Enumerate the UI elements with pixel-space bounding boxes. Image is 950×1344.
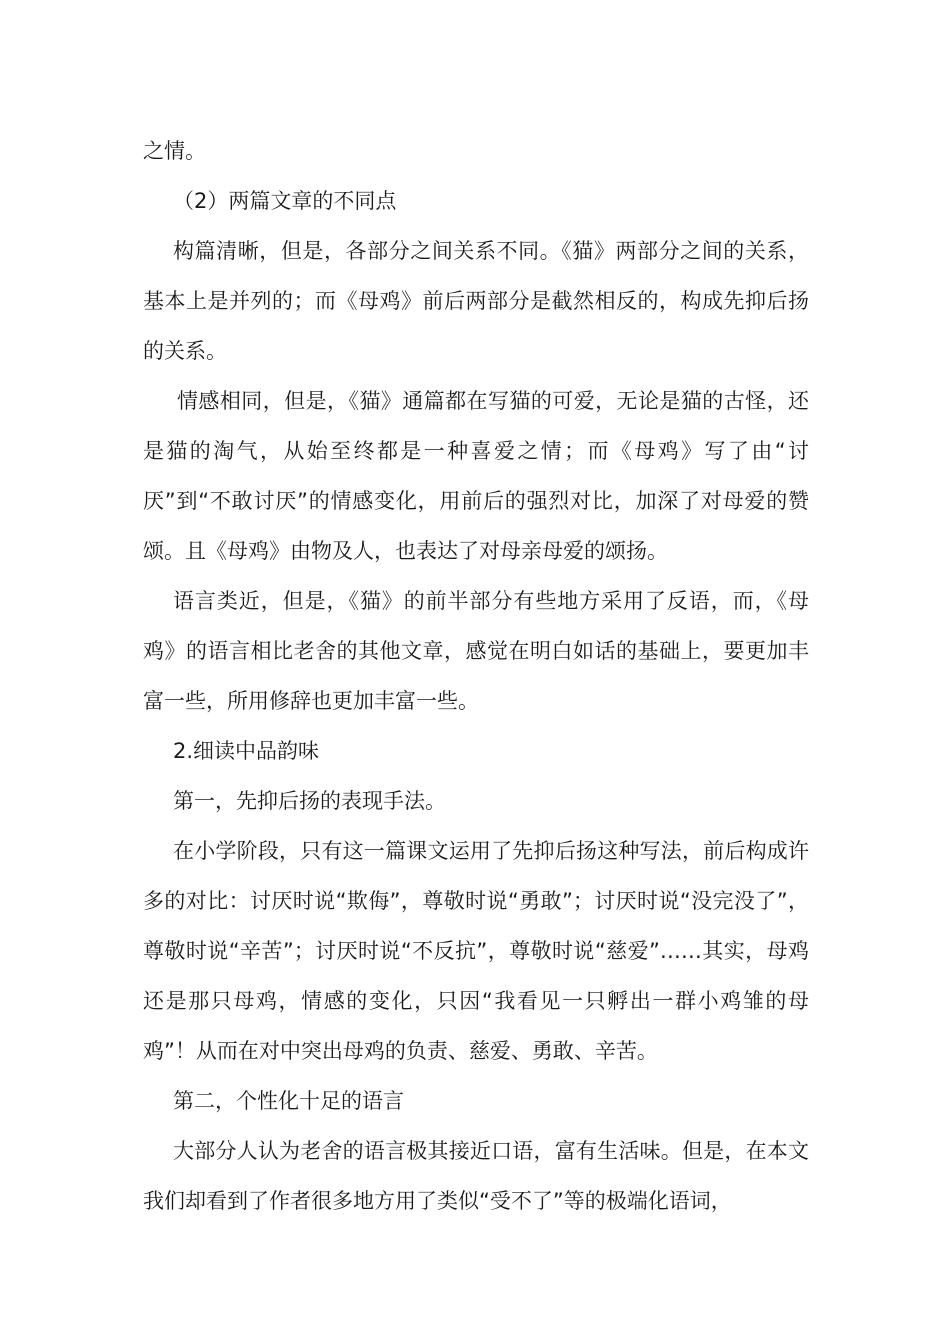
paragraph-language: 语言类近，但是，《猫》的前半部分有些地方采用了反语，而，《母鸡》的语言相比老舍的其他文章，感觉在明白如话的基础上，要更加丰富一些，所用修辞也更加丰富一些。 (143, 589, 809, 713)
section-heading-close-reading: 2.细读中品韵味 (173, 739, 320, 763)
subheading-technique: 第一，先抑后扬的表现手法。 (173, 789, 446, 813)
document-body (143, 126, 809, 1226)
paragraph-emotion: 情感相同，但是，《猫》通篇都在写猫的可爱，无论是猫的古怪，还是猫的淘气，从始至终都是一种喜爱之情；而《母鸡》写了由“讨厌”到“不敢讨厌”的情感变化，用前后的强烈对比，加深了对母爱的赞颂。且《母鸡》由物及人，也表达了对母亲母爱的颂扬。 (143, 389, 809, 563)
paragraph-continuation: 之情。 (143, 139, 206, 163)
paragraph-colloquial-language: 大部分人认为老舍的语言极其接近口语，富有生活味。但是，在本文我们却看到了作者很多地方用了类似“受不了”等的极端化语词， (143, 1139, 809, 1213)
paragraph-contrast: 在小学阶段，只有这一篇课文运用了先抑后扬这种写法，前后构成许多的对比：讨厌时说“欺侮”，尊敬时说“勇敢”；讨厌时说“没完没了”，尊敬时说“辛苦”；讨厌时说“不反抗”，尊敬时说“慈爱”……其实，母鸡还是那只母鸡，情感的变化，只因“我看见一只孵出一群小鸡雏的母鸡”！从而在对中突出母鸡的负责、慈爱、勇敢、辛苦。 (143, 839, 809, 1063)
subheading-personalized-language: 第二，个性化十足的语言 (173, 1089, 404, 1113)
paragraph-structure: 构篇清晰，但是，各部分之间关系不同。《猫》两部分之间的关系，基本上是并列的；而《母鸡》前后两部分是截然相反的，构成先抑后扬的关系。 (143, 239, 809, 363)
section-heading-differences: （2）两篇文章的不同点 (173, 189, 397, 213)
